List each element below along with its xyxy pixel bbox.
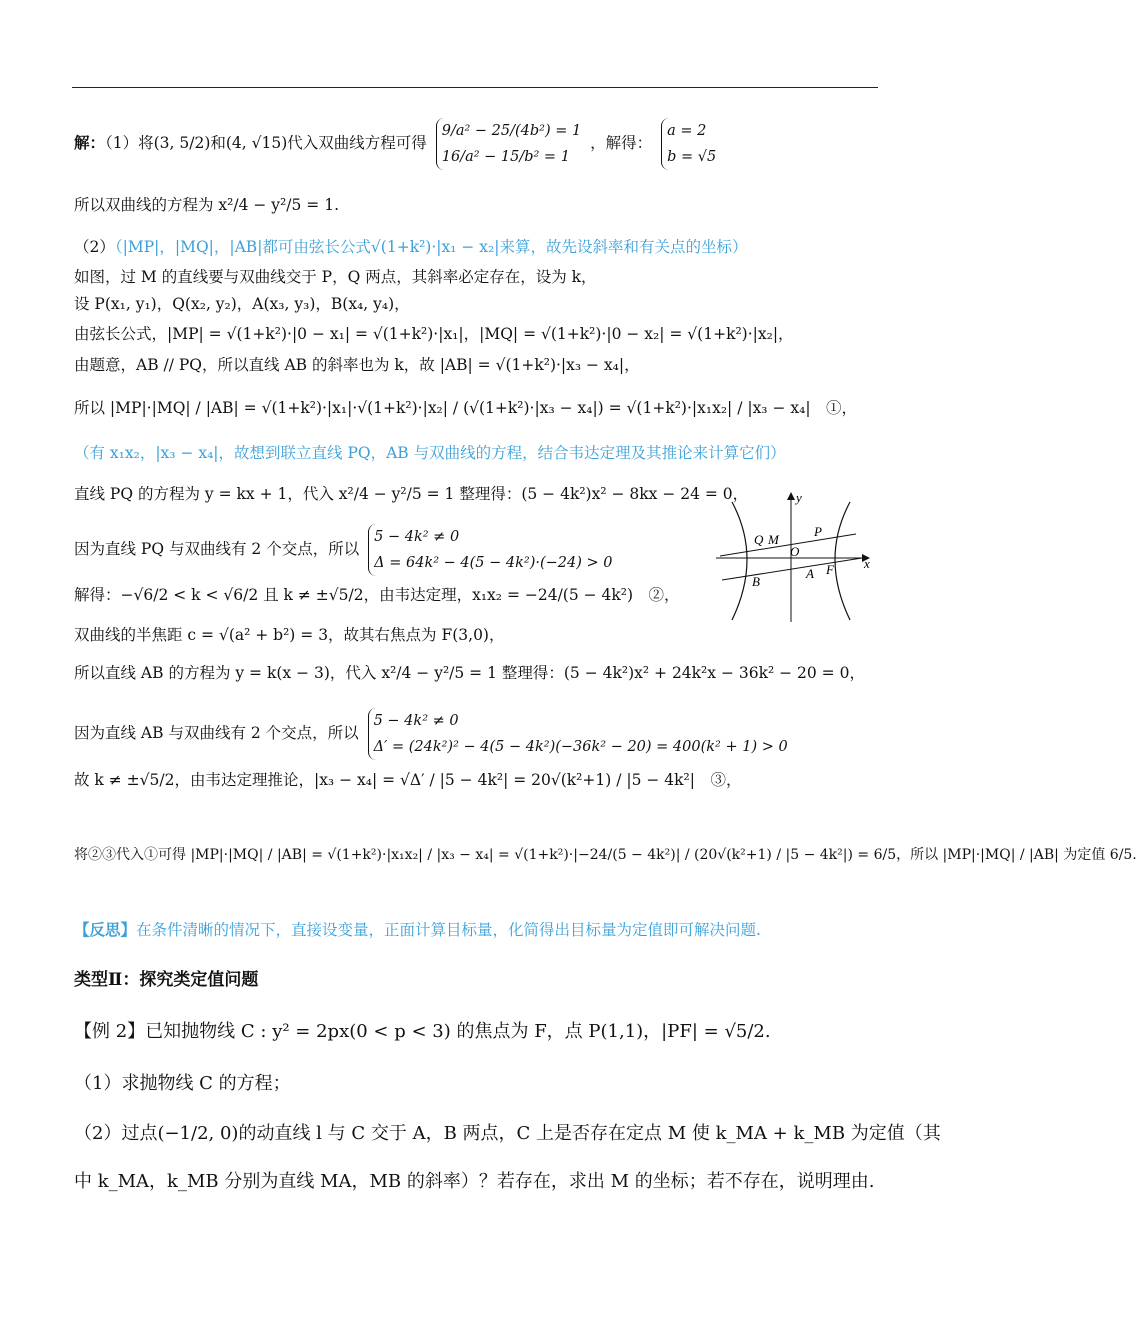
example2-text: 已知抛物线 C : y² = 2px(0 < p < 3) 的焦点为 F，点 P(1,1)，|PF| = √5/2. xyxy=(145,1021,771,1042)
line-7-system xyxy=(368,524,612,576)
line-12: 故 k ≠ ±√5/2，由韦达定理推论，|x₃ − x₄| = √Δ′ / |5 − 4k²| = 20√(k²+1) / |5 − 4k²| ③， xyxy=(74,771,742,789)
part1-res-b: b = √5 xyxy=(667,149,717,165)
line-3: 由弦长公式，|MP| = √(1+k²)·|0 − x₁| = √(1+k²)·|x₁|，|MQ| = √(1+k²)·|0 − x₂| = √(1+k²)·|x₂|， xyxy=(74,325,794,343)
part1-system xyxy=(436,118,582,170)
part1-text: （1）将(3, 5/2)和(4, √15)代入双曲线方程可得 xyxy=(105,134,427,152)
fig-label-o: O xyxy=(790,544,800,559)
line-11-system xyxy=(368,708,788,760)
line-11-eq-a: 5 − 4k² ≠ 0 xyxy=(373,713,459,729)
y-axis-arrow xyxy=(787,492,795,500)
line-9: 双曲线的半焦距 c = √(a² + b²) = 3，故其右焦点为 F(3,0)， xyxy=(74,626,505,644)
part1-result xyxy=(661,118,716,170)
line-7-eq-a: 5 − 4k² ≠ 0 xyxy=(374,529,460,545)
line-2: 设 P(x₁, y₁)，Q(x₂, y₂)，A(x₃, y₃)，B(x₄, y₄)， xyxy=(74,295,410,313)
line-6: 直线 PQ 的方程为 y = kx + 1，代入 x²/4 − y²/5 = 1 整理得：(5 − 4k²)x² − 8kx − 24 = 0， xyxy=(74,485,749,503)
line-4: 由题意，AB // PQ，所以直线 AB 的斜率也为 k，故 |AB| = √(1+k²)·|x₃ − x₄|， xyxy=(74,356,640,374)
fig-label-b: B xyxy=(752,574,760,589)
example2-q2a: （2）过点(−1/2, 0)的动直线 l 与 C 交于 A，B 两点，C 上是否存在定点 M 使 k_MA + k_MB 为定值（其 xyxy=(74,1123,941,1144)
part2-label: （2） xyxy=(74,238,115,256)
line-7-text: 因为直线 PQ 与双曲线有 2 个交点，所以 xyxy=(74,540,360,558)
top-rule xyxy=(72,87,878,88)
part2-hint: （|MP|，|MQ|，|AB|都可由弦长公式√(1+k²)·|x₁ − x₂|来算，故先设斜率和有关点的坐标） xyxy=(114,238,748,256)
part1-line xyxy=(74,118,720,170)
fig-label-f: F xyxy=(826,562,834,577)
example2-q2b: 中 k_MA，k_MB 分别为直线 MA，MB 的斜率）？若存在，求出 M 的坐标；若不存在，说明理由. xyxy=(74,1171,875,1192)
reflect-text: 在条件清晰的情况下，直接设变量，正面计算目标量，化简得出目标量为定值即可解决问题. xyxy=(136,921,761,939)
line-8: 解得：−√6/2 < k < √6/2 且 k ≠ ±√5/2，由韦达定理，x₁x₂ = −24/(5 − 4k²) ②， xyxy=(74,586,680,604)
line-5: 所以 |MP|·|MQ| / |AB| = √(1+k²)·|x₁|·√(1+k²)·|x₂| / (√(1+k²)·|x₃ − x₄|) = √(1+k²)·|x₁x₂| / |x₃ − x₄| ①， xyxy=(74,399,858,417)
part1-res-a: a = 2 xyxy=(667,123,707,139)
fig-label-a: A xyxy=(806,566,814,581)
reflect-label: 【反思】 xyxy=(74,920,137,939)
part2-hint-line xyxy=(74,237,747,257)
fig-label-y: y xyxy=(796,490,802,505)
line-7-eq-b: Δ = 64k² − 4(5 − 4k²)·(−24) > 0 xyxy=(374,555,613,571)
line-11-text: 因为直线 AB 与双曲线有 2 个交点，所以 xyxy=(74,724,359,742)
example2-q1: （1）求抛物线 C 的方程； xyxy=(74,1073,291,1094)
line-11 xyxy=(74,708,792,760)
part1-eq-b: 16/a² − 15/b² = 1 xyxy=(441,149,570,165)
line-ab xyxy=(722,558,862,580)
fig-label-q: Q xyxy=(754,532,764,547)
solution-label: 解： xyxy=(74,133,106,152)
line-1: 如图，过 M 的直线要与双曲线交于 P，Q 两点，其斜率必定存在，设为 k， xyxy=(74,268,597,286)
fig-label-m: M xyxy=(768,532,779,547)
left-branch xyxy=(732,502,747,620)
example2-line xyxy=(74,1022,771,1042)
part1-eq-a: 9/a² − 25/(4b²) = 1 xyxy=(441,123,582,139)
line-10: 所以直线 AB 的方程为 y = k(x − 3)，代入 x²/4 − y²/5 = 1 整理得：(5 − 4k²)x² + 24k²x − 36k² − 20 = 0， xyxy=(74,664,865,682)
reflection xyxy=(74,920,761,940)
part1-solve: ，解得： xyxy=(590,134,653,152)
line-7 xyxy=(74,524,617,576)
line-11-eq-b: Δ′ = (24k²)² − 4(5 − 4k²)(−36k² − 20) = 400(k² + 1) > 0 xyxy=(373,739,788,755)
example2-label: 【例 2】 xyxy=(74,1021,146,1042)
line-13: 将②③代入①可得 |MP|·|MQ| / |AB| = √(1+k²)·|x₁x₂| / |x₃ − x₄| = √(1+k²)·|−24/(5 − 4k²)| / (20√(k²+1) / |5 − 4k²|) = 6/5，所以 |MP|·|MQ| / |AB| 为定值 6/5. xyxy=(74,847,1137,863)
hyperbola-figure xyxy=(712,488,876,624)
section-title: 类型Ⅱ：探究类定值问题 xyxy=(74,970,259,990)
part1-conclusion: 所以双曲线的方程为 x²/4 − y²/5 = 1. xyxy=(74,196,339,214)
hint-2: （有 x₁x₂，|x₃ − x₄|，故想到联立直线 PQ，AB 与双曲线的方程，结合韦达定理及其推论来计算它们） xyxy=(74,444,786,462)
fig-label-x: x xyxy=(864,556,870,571)
fig-label-p: P xyxy=(814,524,822,539)
